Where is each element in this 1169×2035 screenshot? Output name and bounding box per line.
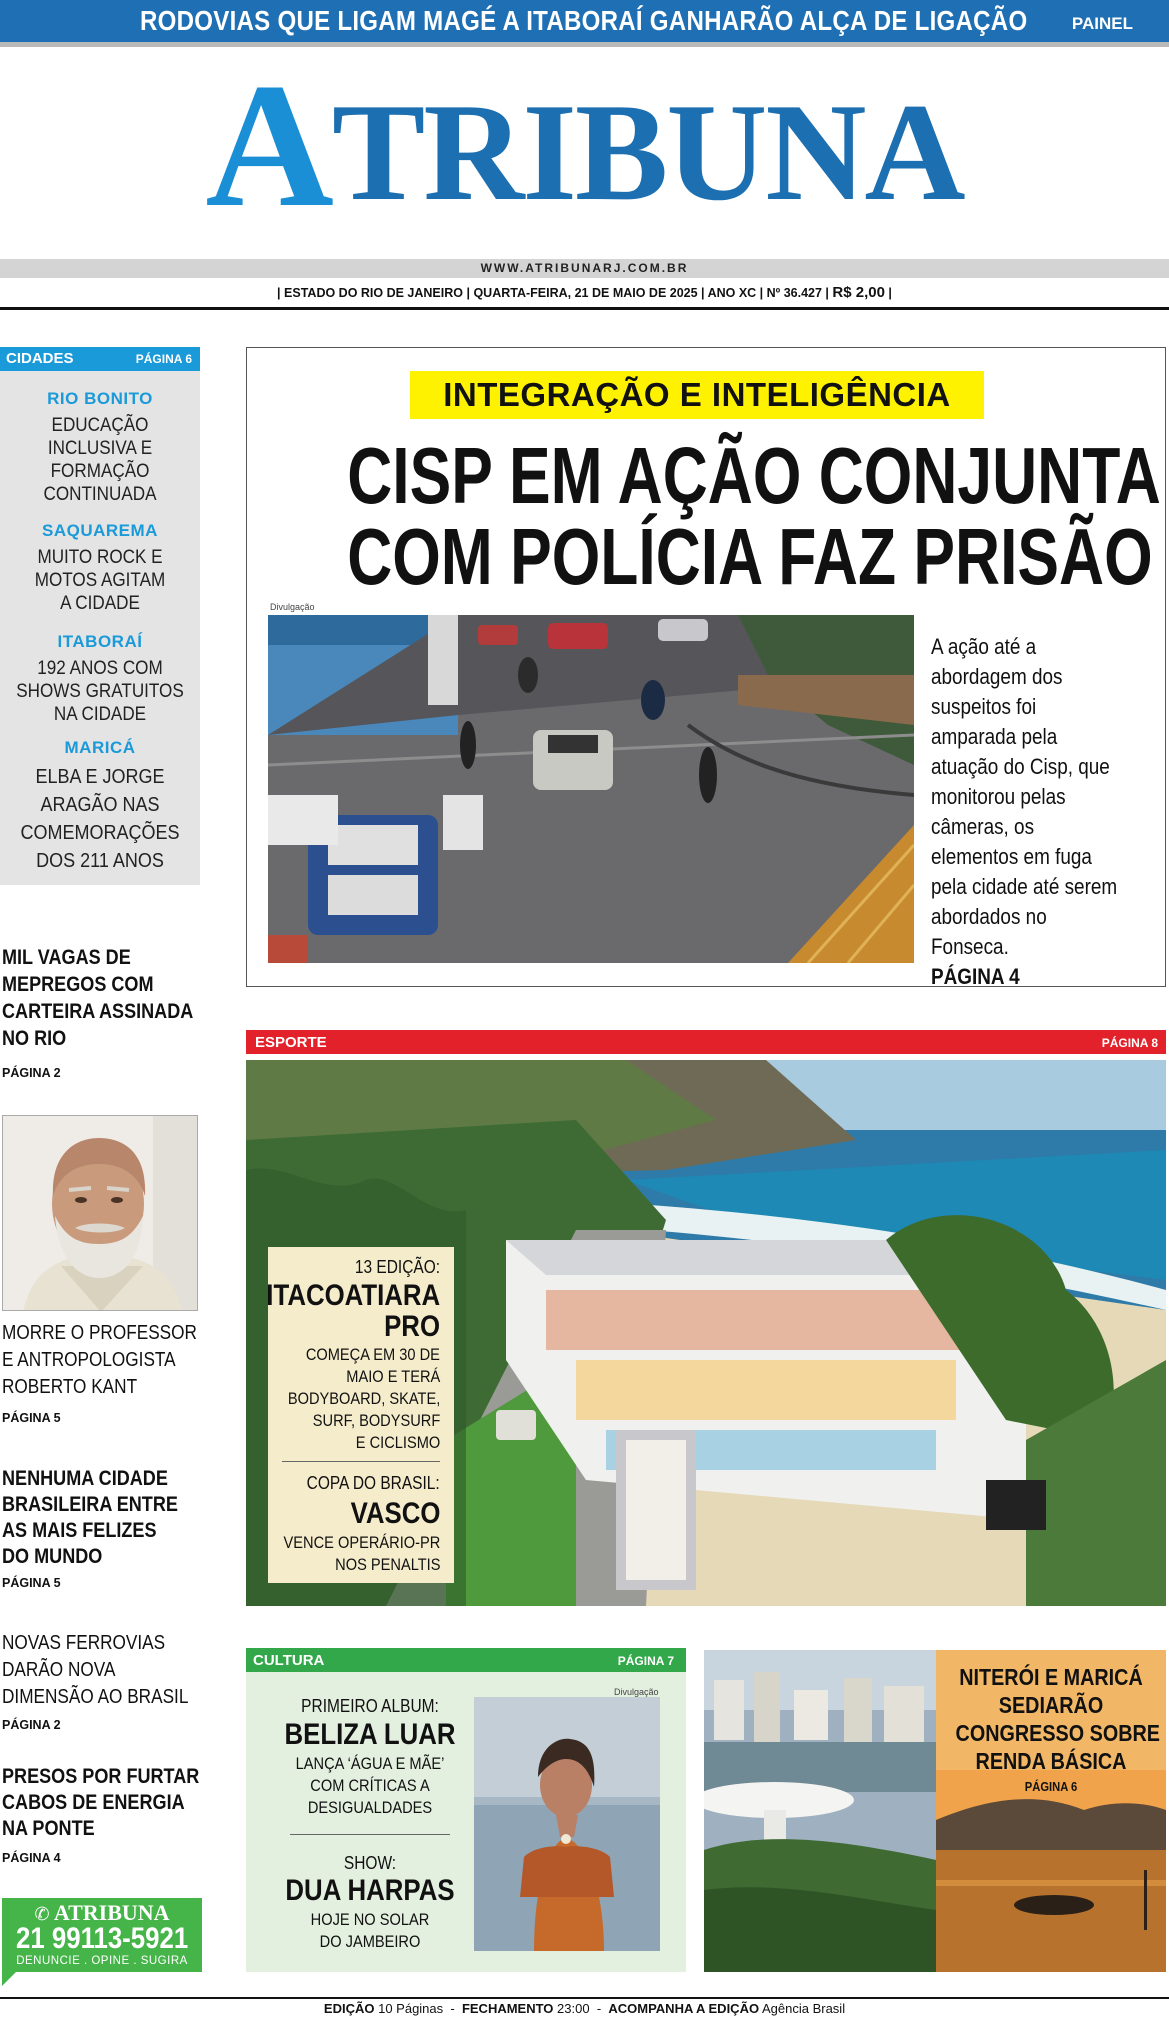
masthead-logo-initial: A	[205, 46, 332, 244]
niteroi-headline-line[interactable]: NITERÓI E MARICÁ	[959, 1664, 1143, 1690]
website-url[interactable]: WWW.ATRIBUNARJ.COM.BR	[0, 259, 1169, 278]
card-team[interactable]: VASCO	[350, 1497, 440, 1530]
teaser-line: AS MAIS FELIZES	[2, 1519, 157, 1542]
footer-acompanha-label: ACOMPANHA A EDIÇÃO	[608, 2001, 760, 2016]
cultura-show-kicker: SHOW:	[343, 1853, 397, 1873]
city-name-saquarema[interactable]: SAQUAREMA	[42, 521, 158, 540]
teaser-vagas-headline[interactable]	[2, 944, 193, 1052]
card-desc-line: E CICLISMO	[355, 1433, 440, 1452]
city-teaser-line: FORMAÇÃO	[50, 461, 150, 482]
city-name-itaborai[interactable]: ITABORAÍ	[57, 632, 143, 651]
cultura-artist-portrait-image	[474, 1697, 660, 1951]
teaser-line: CABOS DE ENERGIA	[2, 1791, 185, 1814]
lead-photo-street-scene	[268, 615, 914, 963]
city-teaser-line: SHOWS GRATUITOS	[16, 681, 184, 702]
cidades-header[interactable]	[0, 347, 200, 371]
cultura-label: CULTURA	[253, 1652, 325, 1669]
teaser-line: MEPREGOS COM	[2, 973, 154, 996]
city-teaser-line: ELBA E JORGE	[35, 766, 165, 788]
dateline-year: ANO XC	[707, 286, 757, 300]
lead-photo-credit: Divulgação	[270, 602, 315, 612]
teaser-line: ROBERTO KANT	[2, 1376, 138, 1398]
card-desc-line: BODYBOARD, SKATE,	[287, 1389, 440, 1408]
cultura-divider	[290, 1834, 450, 1835]
city-teaser-marica[interactable]	[10, 763, 190, 875]
teaser-felizes-headline[interactable]	[2, 1466, 178, 1570]
city-teaser-line: A CIDADE	[60, 593, 140, 614]
lead-photo[interactable]	[268, 615, 914, 963]
cultura-album-desc-line: LANÇA ‘ÁGUA E MÃE’	[295, 1754, 445, 1773]
teaser-line: MORRE O PROFESSOR	[2, 1322, 197, 1344]
city-teaser-line: MUITO ROCK E	[37, 547, 163, 568]
masthead-logo-rest: TRIBUNA	[331, 75, 964, 230]
teaser-line: NENHUMA CIDADE	[2, 1467, 168, 1490]
top-banner-section: PAINEL	[1071, 14, 1133, 33]
masthead-logo[interactable]	[0, 46, 1169, 244]
card-result-line: VENCE OPERÁRIO-PR	[283, 1533, 440, 1552]
niteroi-headline-line[interactable]: RENDA BÁSICA	[975, 1748, 1127, 1774]
city-teaser-line: 192 ANOS COM	[37, 658, 163, 679]
esporte-info-card[interactable]	[268, 1247, 454, 1583]
teaser-line: NA PONTE	[2, 1817, 95, 1840]
teaser-ferrovias-page: PÁGINA 2	[2, 1718, 61, 1732]
teaser-line: NO RIO	[2, 1027, 67, 1050]
cultura-album-desc-line: DESIGUALDADES	[307, 1798, 433, 1817]
lead-headline-line1[interactable]: CISP EM AÇÃO CONJUNTA	[347, 431, 1161, 520]
lead-body-text	[931, 632, 1120, 992]
teaser-line: MIL VAGAS DE	[2, 946, 131, 969]
city-teaser-line: EDUCAÇÃO	[51, 415, 149, 436]
lead-kicker: INTEGRAÇÃO E INTELIGÊNCIA	[410, 371, 984, 419]
whatsapp-icon: ✆	[34, 1904, 50, 1925]
dateline-number: Nº 36.427	[766, 286, 822, 300]
footer: EDIÇÃO 10 Páginas - FECHAMENTO 23:00 - ACOMPANHA A EDIÇÃO Agência Brasil	[323, 2001, 846, 2016]
masthead-divider	[0, 307, 1169, 310]
niteroi-headline-line[interactable]: SEDIARÃO	[998, 1692, 1104, 1718]
city-teaser-line: ARAGÃO NAS	[40, 794, 160, 816]
city-teaser-line: DOS 211 ANOS	[36, 850, 164, 872]
cultura-artist[interactable]: BELIZA LUAR	[284, 1718, 456, 1751]
card-result-line: NOS PENALTIS	[334, 1555, 440, 1574]
card-desc-line: MAIO E TERÁ	[346, 1367, 440, 1386]
esporte-label: ESPORTE	[255, 1034, 327, 1051]
footer-edicao-value: 10 Páginas	[378, 2001, 444, 2016]
teaser-cabos-headline[interactable]	[2, 1764, 199, 1842]
card-copa-kicker: COPA DO BRASIL:	[306, 1473, 440, 1493]
teaser-felizes-page: PÁGINA 5	[2, 1576, 61, 1590]
cultura-show-name[interactable]: DUA HARPAS	[285, 1874, 455, 1907]
cultura-show-desc-line: DO JAMBEIRO	[319, 1932, 421, 1951]
teaser-line: DIMENSÃO AO BRASIL	[2, 1686, 189, 1708]
city-teaser-line: COMEMORAÇÕES	[20, 822, 180, 844]
card-divider	[282, 1461, 440, 1462]
whatsapp-contact-box[interactable]	[2, 1898, 202, 1972]
teaser-line: PRESOS POR FURTAR	[2, 1765, 200, 1788]
cultura-photo[interactable]	[474, 1697, 660, 1951]
teaser-line: BRASILEIRA ENTRE	[2, 1493, 178, 1516]
top-banner-headline[interactable]: RODOVIAS QUE LIGAM MAGÉ A ITABORAÍ GANHARÃO ALÇA DE LIGAÇÃO	[140, 5, 1028, 36]
city-teaser-line: CONTINUADA	[43, 484, 157, 505]
lead-page-ref[interactable]: PÁGINA 4	[931, 964, 1020, 989]
teaser-line: NOVAS FERROVIAS	[2, 1632, 166, 1654]
lead-body-paragraph: A ação até a abordagem dos suspeitos foi amparada pela atuação do Cisp, que monitorou pelas câmeras, os elementos em fuga pela cidade até serem abordados no Fonseca.	[931, 634, 1118, 959]
professor-portrait-image	[3, 1116, 198, 1311]
teaser-ferrovias-headline[interactable]	[2, 1630, 188, 1711]
city-teaser-line: MOTOS AGITAM	[34, 570, 166, 591]
city-teaser-rio-bonito[interactable]	[10, 414, 190, 506]
card-edition: 13 EDIÇÃO:	[354, 1257, 440, 1277]
teaser-line: DARÃO NOVA	[2, 1659, 116, 1681]
whatsapp-bubble-tail	[2, 1972, 16, 1986]
teaser-line: E ANTROPOLOGISTA	[2, 1349, 176, 1371]
city-teaser-line: NA CIDADE	[53, 704, 147, 725]
city-name-rio-bonito[interactable]: RIO BONITO	[47, 389, 153, 408]
professor-photo[interactable]	[2, 1115, 198, 1311]
footer-acompanha-value: Agência Brasil	[761, 2001, 846, 2016]
cultura-photo-credit: Divulgação	[614, 1687, 659, 1697]
cultura-page: PÁGINA 7	[617, 1654, 674, 1668]
footer-edicao-label: EDIÇÃO	[323, 2001, 375, 2016]
footer-fechamento-value: 23:00	[557, 2001, 590, 2016]
dateline-date: QUARTA-FEIRA, 21 DE MAIO DE 2025	[473, 286, 698, 300]
dateline-price: R$ 2,00	[832, 284, 885, 301]
city-teaser-line: INCLUSIVA E	[47, 438, 153, 459]
whatsapp-number[interactable]: 21 99113-5921	[16, 1922, 189, 1955]
cidades-page: PÁGINA 6	[135, 352, 192, 366]
cultura-header[interactable]	[246, 1648, 686, 1672]
esporte-page: PÁGINA 8	[1101, 1036, 1158, 1050]
cultura-album-desc-line: COM CRÍTICAS A	[310, 1776, 430, 1795]
teaser-line: CARTEIRA ASSINADA	[2, 1000, 194, 1023]
lead-headline-line2[interactable]: COM POLÍCIA FAZ PRISÃO	[347, 512, 1153, 601]
teaser-professor-page: PÁGINA 5	[2, 1411, 61, 1425]
card-title-line2[interactable]: PRO	[384, 1310, 440, 1343]
esporte-header[interactable]	[246, 1030, 1166, 1054]
dateline: | ESTADO DO RIO DE JANEIRO | QUARTA-FEIRA, 21 DE MAIO DE 2025 | ANO XC | Nº 36.427 | R$ 2,00 |	[277, 284, 892, 301]
dateline-state: ESTADO DO RIO DE JANEIRO	[284, 286, 463, 300]
whatsapp-brand-text: ATRIBUNA	[53, 1900, 170, 1925]
card-desc-line: COMEÇA EM 30 DE	[305, 1345, 440, 1364]
footer-divider	[0, 1997, 1169, 1999]
cultura-album-kicker: PRIMEIRO ALBUM:	[301, 1696, 439, 1716]
footer-fechamento-label: FECHAMENTO	[461, 2001, 554, 2016]
top-banner[interactable]	[0, 0, 1169, 47]
teaser-cabos-page: PÁGINA 4	[2, 1851, 61, 1865]
city-name-marica[interactable]: MARICÁ	[64, 738, 136, 757]
card-desc-line: SURF, BODYSURF	[312, 1411, 440, 1430]
cultura-show-desc-line: HOJE NO SOLAR	[310, 1910, 430, 1929]
niteroi-headline-line[interactable]: CONGRESSO SOBRE	[955, 1720, 1160, 1746]
niteroi-page: PÁGINA 6	[1024, 1779, 1078, 1794]
cidades-label: CIDADES	[6, 350, 74, 367]
city-teaser-itaborai[interactable]	[10, 657, 190, 726]
card-title-line1[interactable]: ITACOATIARA	[266, 1279, 440, 1312]
whatsapp-cta: DENUNCIE . OPINE . SUGIRA	[16, 1955, 188, 1967]
teaser-line: DO MUNDO	[2, 1545, 103, 1568]
teaser-professor-headline[interactable]	[2, 1320, 197, 1401]
teaser-vagas-page: PÁGINA 2	[2, 1066, 61, 1080]
city-teaser-saquarema[interactable]	[10, 546, 190, 615]
